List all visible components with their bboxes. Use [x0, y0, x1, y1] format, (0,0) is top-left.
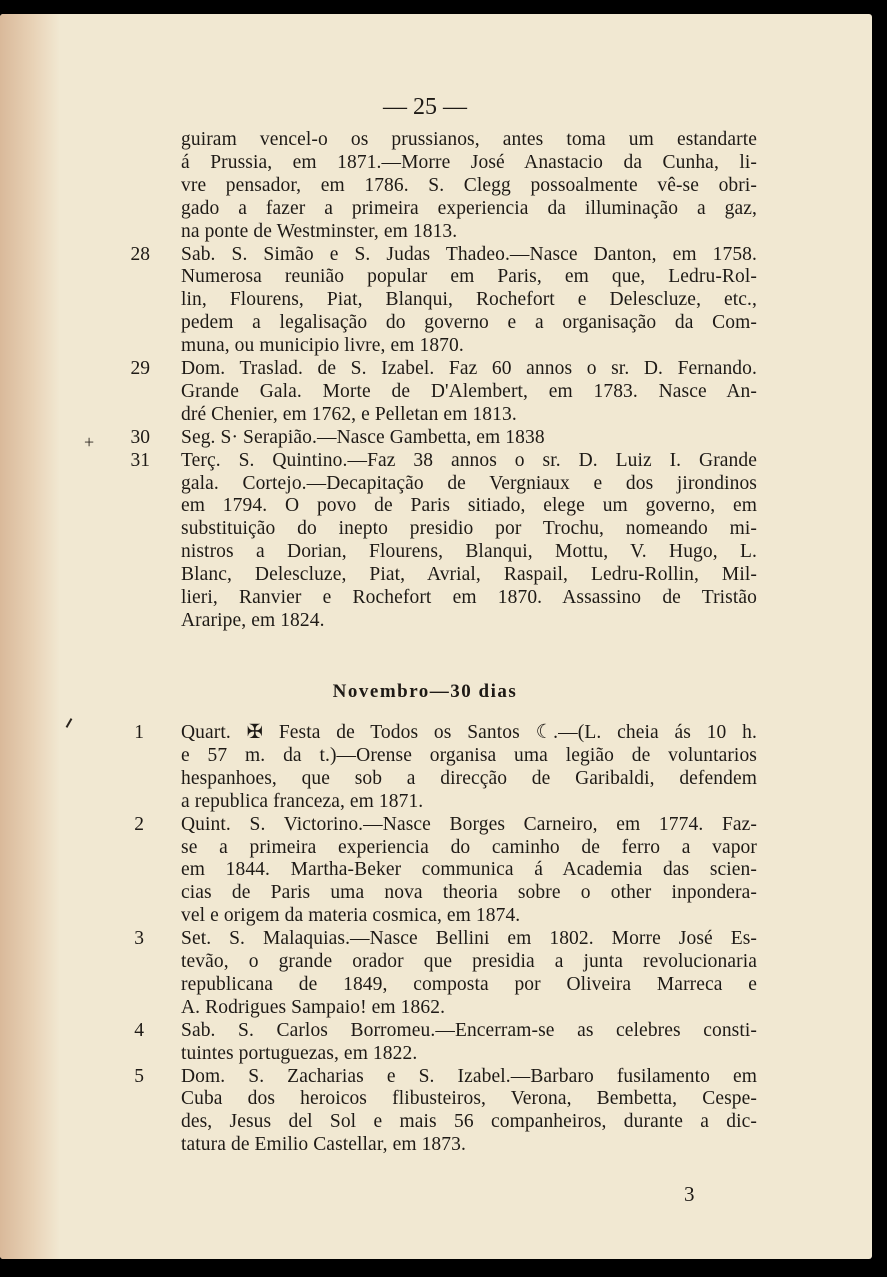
entry-text-line: des, Jesus del Sol e mais 56 companheiros, durante a dic- — [181, 1111, 757, 1133]
entry-text-line: Sab. S. Carlos Borromeu.—Encerram-se as celebres consti- — [181, 1019, 757, 1041]
entry-text-line: Sab. S. Simão e S. Judas Thadeo.—Nasce Danton, em 1758. — [181, 243, 757, 265]
entry-text-line: Cuba dos heroicos flibusteiros, Verona, Bembetta, Cespe- — [181, 1088, 757, 1110]
entry-text-line: Terç. S. Quintino.—Faz 38 annos o sr. D. Luiz I. Grande — [181, 449, 757, 471]
entry-day-number: 1 — [134, 722, 144, 743]
entry-text-line: tuintes portuguezas, em 1822. — [181, 1042, 418, 1064]
entry-text-line: hespanhoes, que sob a direcção de Garibaldi, defendem — [181, 767, 757, 789]
entry-text-line: Grande Gala. Morte de D'Alembert, em 1783. Nasce An- — [181, 380, 757, 402]
entry-text-line: na ponte de Westminster, em 1813. — [181, 220, 458, 242]
entry-text-line: gado a fazer a primeira experiencia da illuminação a gaz, — [181, 197, 757, 219]
entry-day-number: 2 — [134, 813, 144, 835]
entry-text-line: Quart. ✠ Festa de Todos os Santos ☾.—(L. cheia ás 10 h. — [181, 722, 757, 743]
entry-text-line: dré Chenier, em 1762, e Pelletan em 1813. — [181, 403, 517, 425]
entry-text-line: e 57 m. da t.)—Orense organisa uma legião de voluntarios — [181, 744, 757, 766]
entry-text-line: cias de Paris uma nova theoria sobre o other inpondera- — [181, 882, 757, 904]
entry-text-line: Dom. Traslad. de S. Izabel. Faz 60 annos o sr. D. Fernando. — [181, 358, 757, 379]
entry-text-line: tevão, o grande orador que presidia a junta revolucionaria — [181, 951, 757, 972]
entry-text-line: A. Rodrigues Sampaio! em 1862. — [181, 996, 446, 1018]
entry-text-line: guiram vencel-o os prussianos, antes toma um estandarte — [181, 129, 757, 150]
entry-text-line: lieri, Ranvier e Rochefort em 1870. Assassino de Tristão — [181, 587, 757, 608]
entry-day-number: 31 — [130, 449, 150, 471]
page-text — [0, 14, 872, 1259]
entry-text-line: pedem a legalisação do governo e a organisação da Com- — [181, 312, 757, 334]
entry-day-number: 4 — [134, 1019, 144, 1041]
entry-text-line: Numerosa reunião popular em Paris, em que, Ledru-Rol- — [181, 266, 757, 288]
entry-text-line: em 1794. O povo de Paris sitiado, elege um governo, em — [181, 495, 757, 517]
entry-day-number: 29 — [130, 358, 150, 379]
entry-text-line: vre pensador, em 1786. S. Clegg possoalmente vê-se obri- — [181, 174, 757, 196]
entry-text-line: tatura de Emilio Castellar, em 1873. — [181, 1134, 466, 1156]
entry-text-line: Seg. S· Serapião.—Nasce Gambetta, em 1838 — [181, 426, 545, 448]
entry-text-line: substituição do inepto presidio por Trochu, nomeando mi- — [181, 518, 757, 540]
entry-day-number: 3 — [134, 928, 144, 950]
entry-text-line: republicana de 1849, composta por Oliveira Marreca e — [181, 973, 757, 995]
entry-text-line: á Prussia, em 1871.—Morre José Anastacio da Cunha, li- — [181, 151, 757, 173]
entry-text-line: muna, ou municipio livre, em 1870. — [181, 335, 464, 357]
entry-text-line: Blanc, Delescluze, Piat, Avrial, Raspail, Ledru-Rollin, Mil- — [181, 564, 757, 586]
book-page — [0, 14, 872, 1259]
entry-text-line: a republica franceza, em 1871. — [181, 790, 424, 812]
entry-day-number: 28 — [130, 243, 150, 265]
entry-text-line: Dom. S. Zacharias e S. Izabel.—Barbaro fusilamento em — [181, 1065, 757, 1087]
entry-day-number: 30 — [130, 426, 150, 448]
entry-text-line: se a primeira experiencia do caminho de ferro a vapor — [181, 836, 757, 858]
month-heading: Novembro—30 dias — [332, 681, 518, 702]
entry-text-line: gala. Cortejo.—Decapitação de Vergniaux e dos jirondinos — [181, 472, 757, 494]
entry-text-line: Araripe, em 1824. — [181, 609, 325, 631]
entry-text-line: vel e origem da materia cosmica, em 1874. — [181, 905, 521, 927]
entry-text-line: nistros a Dorian, Flourens, Blanqui, Mottu, V. Hugo, L. — [181, 541, 757, 563]
entry-text-line: Quint. S. Victorino.—Nasce Borges Carneiro, em 1774. Faz- — [181, 813, 757, 835]
signature-mark: 3 — [684, 1182, 695, 1206]
page-number: — 25 — — [383, 94, 467, 120]
entry-text-line: Set. S. Malaquias.—Nasce Bellini em 1802. Morre José Es- — [181, 928, 757, 950]
margin-mark: + — [84, 432, 95, 452]
entry-text-line: em 1844. Martha-Beker communica á Academia das scien- — [181, 859, 757, 881]
entry-day-number: 5 — [134, 1065, 144, 1087]
entry-text-line: lin, Flourens, Piat, Blanqui, Rochefort e Delescluze, etc., — [181, 289, 757, 311]
